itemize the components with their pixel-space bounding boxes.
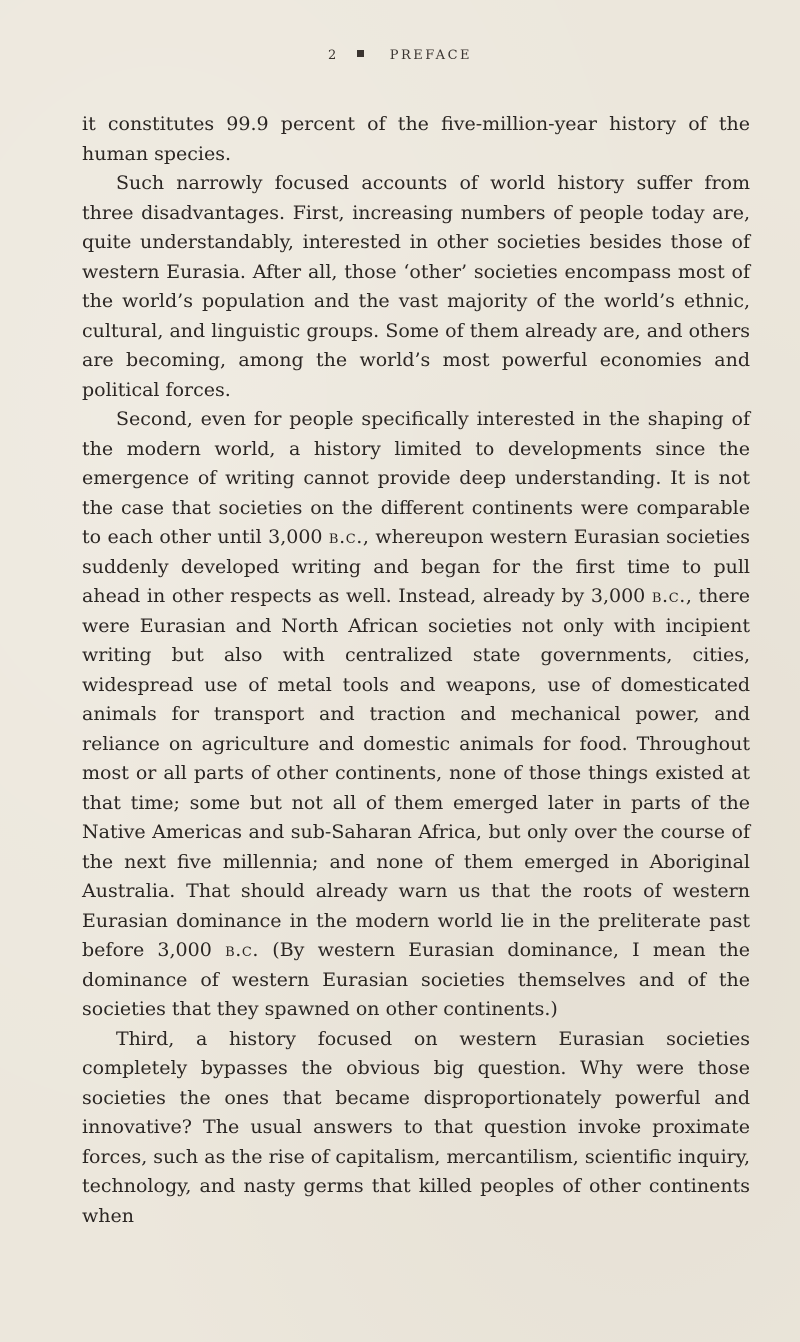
era-abbreviation: b.c. xyxy=(651,585,686,607)
text-run: , there were Eurasian and North African societies not only with incipient writing but also with centralized state governments, cities, widespread use of metal tools and weapons, use of domesticated animals for transport and traction and mechanical power, and reliance on agriculture and domestic animals for food. Throughout most or all parts of other continents, none of those things existed at that time; some but not all of them emerged later in parts of the Native Americas and sub-Saharan Africa, but only over the course of the next five millennia; and none of them emerged in Aboriginal Australia. That should already warn us that the roots of western Eurasian dominance in the modern world lie in the preliterate past before 3,000 xyxy=(82,585,750,961)
paragraph-third-disadvantage: Third, a history focused on western Eurasian societies completely bypasses the obvious big question. Why were those societies the ones that became disproportionately powerful and innovative? The usual answers to that question invoke proximate forces, such as the rise of capitalism, mercantilism, scientific inquiry, technology, and nasty germs that killed peoples of other continents when xyxy=(82,1027,750,1227)
running-head xyxy=(0,48,800,63)
era-abbreviation: b.c. xyxy=(225,939,260,961)
text-run: (By western Eurasian dominance, I mean the dominance of western Eurasian societies themselves and of the societies that they spawned on other continents.) xyxy=(82,939,750,1020)
era-abbreviation: b.c. xyxy=(328,526,363,548)
paragraph-three-disadvantages: Such narrowly focused accounts of world history suffer from three disadvantages. First, increasing numbers of people today are, quite understandably, interested in other societies besides those of western Eurasia. After all, those ‘other’ societies encompass most of the world’s population and the vast majority of the world’s ethnic, cultural, and linguistic groups. Some of them already are, and others are becoming, among the world’s most powerful economies and political forces. xyxy=(82,172,750,401)
body-text xyxy=(82,110,750,1231)
text-run: Second, even for people specifically interested in the shaping of the modern world, a history limited to developments since the emergence of writing cannot provide deep understanding. It is not the case that societies on the different continents were comparable to each other until 3,000 xyxy=(82,408,750,548)
square-separator-icon xyxy=(357,50,364,57)
paragraph-continuation: it constitutes 99.9 percent of the five-million-year history of the human species. xyxy=(82,113,750,165)
page-number: 2 xyxy=(327,48,339,63)
running-head-title: PREFACE xyxy=(389,48,473,63)
paragraph-second-disadvantage xyxy=(82,405,750,1025)
text-run: , whereupon western Eurasian societies suddenly developed writing and began for the first time to pull ahead in other respects as well. Instead, already by 3,000 xyxy=(82,526,750,607)
